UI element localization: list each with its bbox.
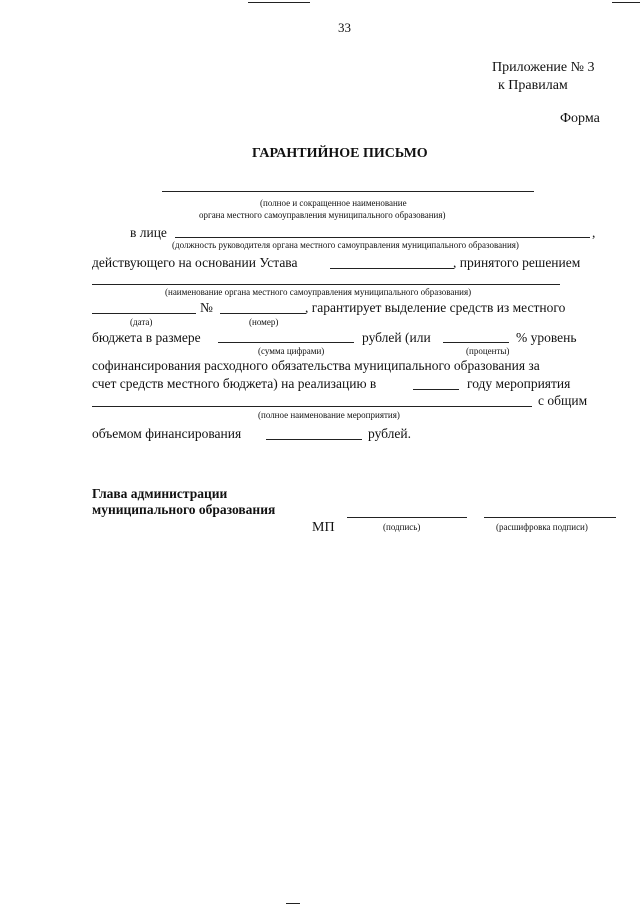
with-total-text: с общим [538,393,588,408]
comma: , [592,225,596,240]
number-field-line [220,313,306,314]
decision-org-field-line [92,284,560,285]
page-number: 33 [338,20,351,35]
form-label: Форма [560,111,600,126]
local-budget-text: счет средств местного бюджета) на реализацию в [92,376,377,391]
year-field-line [413,389,459,390]
rubles-end-text: рублей. [368,426,412,441]
head-title-line-1: Глава администрации [92,486,228,501]
charter-field-line [330,268,454,269]
sum-field-line [218,342,354,343]
year-event-text: году мероприятия [467,376,571,391]
org-name-caption-2: органа местного самоуправления муниципального образования) [199,210,446,220]
percent-level-text: % уровень [516,330,577,345]
appendix-line-1: Приложение № 3 [492,60,595,75]
org-name-caption-1: (полное и сокращенное наименование [260,198,407,208]
percent-caption: (проценты) [466,346,510,356]
signature-decode-field-line [484,517,616,518]
percent-field-line [443,342,509,343]
cofinancing-text: софинансирования расходного обязательства муниципального образования за [92,358,540,373]
top-rule-left [248,2,310,3]
stamp-label: МП [312,520,335,535]
date-caption: (дата) [130,317,153,327]
position-caption: (должность руководителя органа местного самоуправления муниципального образования) [172,240,519,250]
signature-decode-caption: (расшифровка подписи) [496,522,588,532]
number-caption: (номер) [249,317,279,327]
top-rule-right [612,2,640,3]
adopted-text: , принятого решением [453,255,581,270]
signature-field-line [347,517,467,518]
sum-digits-caption: (сумма цифрами) [258,346,325,356]
signature-caption: (подпись) [383,522,421,532]
financing-field-line [266,439,362,440]
rubles-or-text: рублей (или [362,330,431,345]
date-field-line [92,313,196,314]
bottom-rule [286,903,300,904]
org-name-field-line [162,191,534,192]
guarantees-text: , гарантирует выделение средств из местного [305,300,566,315]
event-name-caption: (полное наименование мероприятия) [258,410,400,420]
acting-text: действующего на основании Устава [92,255,298,270]
budget-amount-text: бюджета в размере [92,330,201,345]
document-title: ГАРАНТИЙНОЕ ПИСЬМО [252,146,428,161]
position-field-line [175,237,590,238]
financing-volume-text: объемом финансирования [92,426,242,441]
org-name-caption-3: (наименование органа местного самоуправления муниципального образования) [165,287,472,297]
appendix-line-2: к Правилам [498,78,568,93]
in-person-label: в лице [130,225,167,240]
event-field-line [92,406,532,407]
head-title-line-2: муниципального образования [92,502,276,517]
number-sign: № [200,300,213,315]
